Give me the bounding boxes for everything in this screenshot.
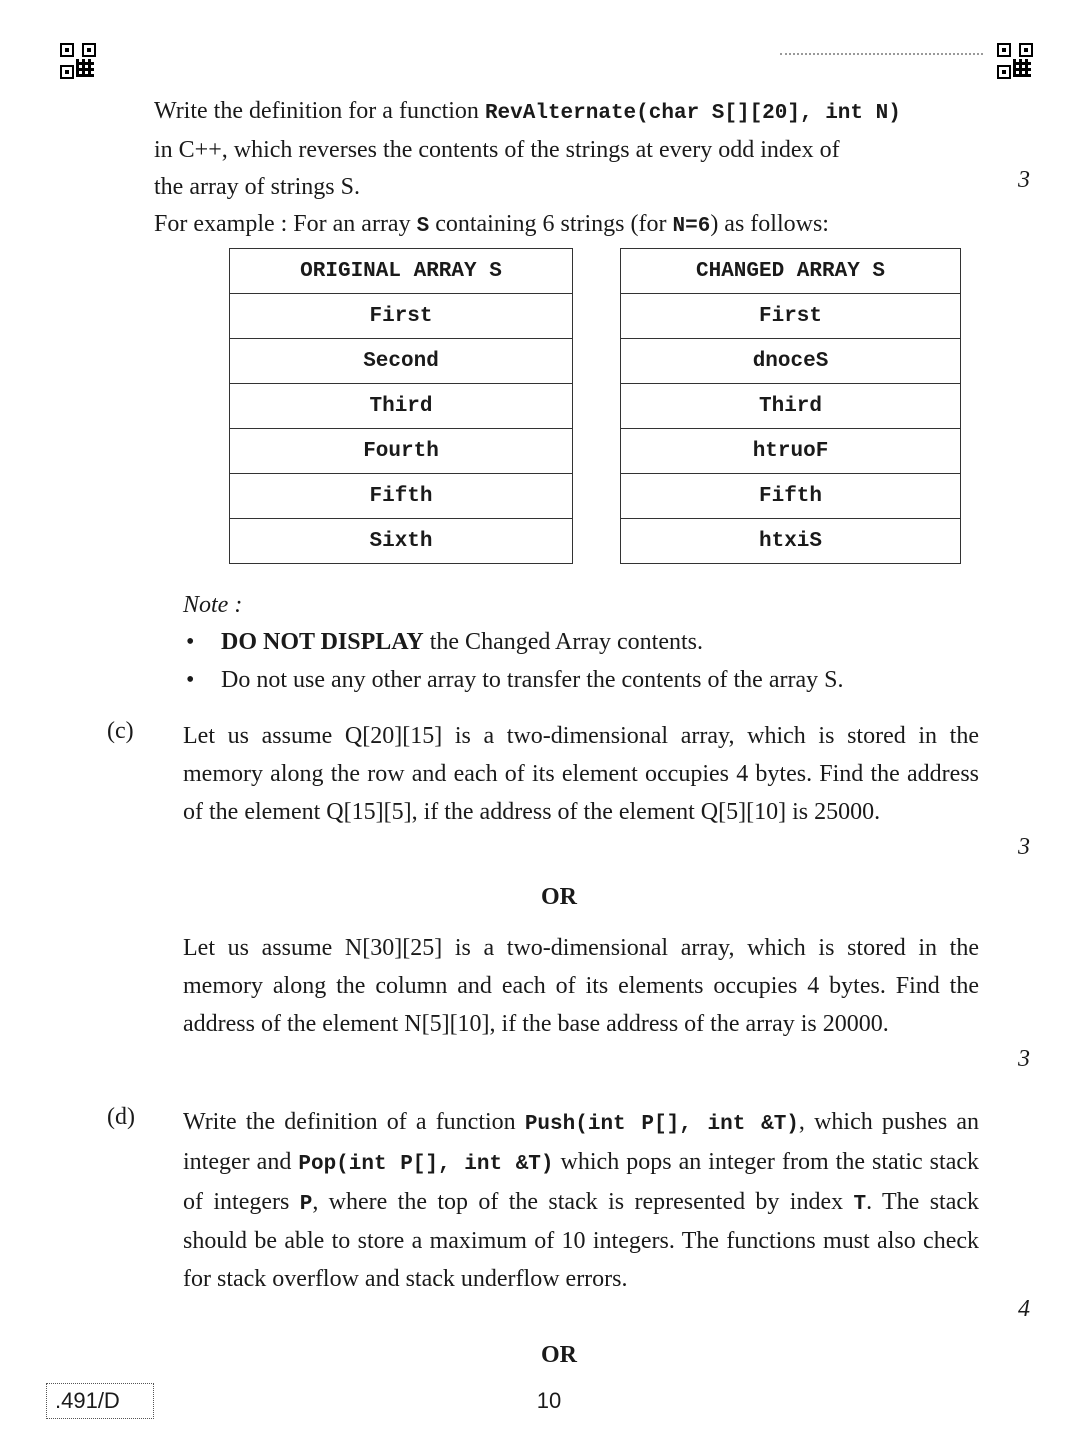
question-c-alt-text: Let us assume N[30][25] is a two-dimensional array, which is stored in the memory along the column and each of its elements occupies 4 bytes. Find the address of the element N[5][10], if the base address of the array is 20000. [183,935,979,1037]
function-signature: RevAlternate(char S[][20], int N) [484,102,901,125]
question-b-line1: Write the definition for a function RevAlternate(char S[][20], int N) [154,98,901,125]
pop-signature: Pop(int P[], int &T) [298,1152,554,1176]
table-cell: First [230,294,573,339]
changed-array-header: CHANGED ARRAY S [621,249,961,294]
page-number: 10 [536,1388,562,1413]
qr-code-right [997,43,1033,79]
or-separator: OR [541,1342,577,1368]
table-cell: Third [230,384,573,429]
question-c-alt-marks: 3 [1018,1046,1030,1072]
table-cell: Fifth [230,474,573,519]
note-list [183,624,1003,699]
question-c-marks: 3 [1018,834,1030,860]
table-cell: Fourth [230,429,573,474]
header-microtext-line [780,53,983,55]
question-c-label: (c) [107,718,134,744]
qr-code-left [60,43,96,79]
or-separator: OR [541,884,577,910]
question-b-marks: 3 [1018,167,1030,193]
original-array-header: ORIGINAL ARRAY S [230,249,573,294]
original-array-table [229,248,573,564]
table-cell: htruoF [621,429,961,474]
question-d-marks: 4 [1018,1296,1030,1322]
table-cell: First [621,294,961,339]
table-cell: Fifth [621,474,961,519]
note-title: Note : [183,592,243,618]
question-d-text: Write the definition of a function Push(int P[], int &T), which pushes an integer and Pop(int P[], int &T) which pops an integer from the static stack of integers P, where the top of the stack is represented by index T. The stack should be able to store a maximum of 10 integers. The functions must also check for stack overflow and stack underflow errors. [183,1109,980,1293]
table-cell: htxiS [621,519,961,564]
table-cell: dnoceS [621,339,961,384]
question-b-line2: in C++, which reverses the contents of the strings at every odd index of [154,137,840,163]
table-cell: Third [621,384,961,429]
note-item: • DO NOT DISPLAY the Changed Array contents. [186,629,703,655]
table-cell: Sixth [230,519,573,564]
question-c-text: Let us assume Q[20][15] is a two-dimensional array, which is stored in the memory along the row and each of its element occupies 4 bytes. Find the address of the element Q[15][5], if the address of the element Q[5][10] is 25000. [183,723,979,825]
note-item: • Do not use any other array to transfer the contents of the array S. [186,667,844,693]
paper-code: .491/D [55,1388,120,1413]
question-d-label: (d) [107,1104,135,1130]
question-b-example: For example : For an array S containing 6 strings (for N=6) as follows: [154,211,829,238]
table-cell: Second [230,339,573,384]
push-signature: Push(int P[], int &T) [524,1113,799,1136]
question-b-line3: the array of strings S. [154,174,360,200]
question-b-intro [154,93,1034,245]
changed-array-table [620,248,961,564]
